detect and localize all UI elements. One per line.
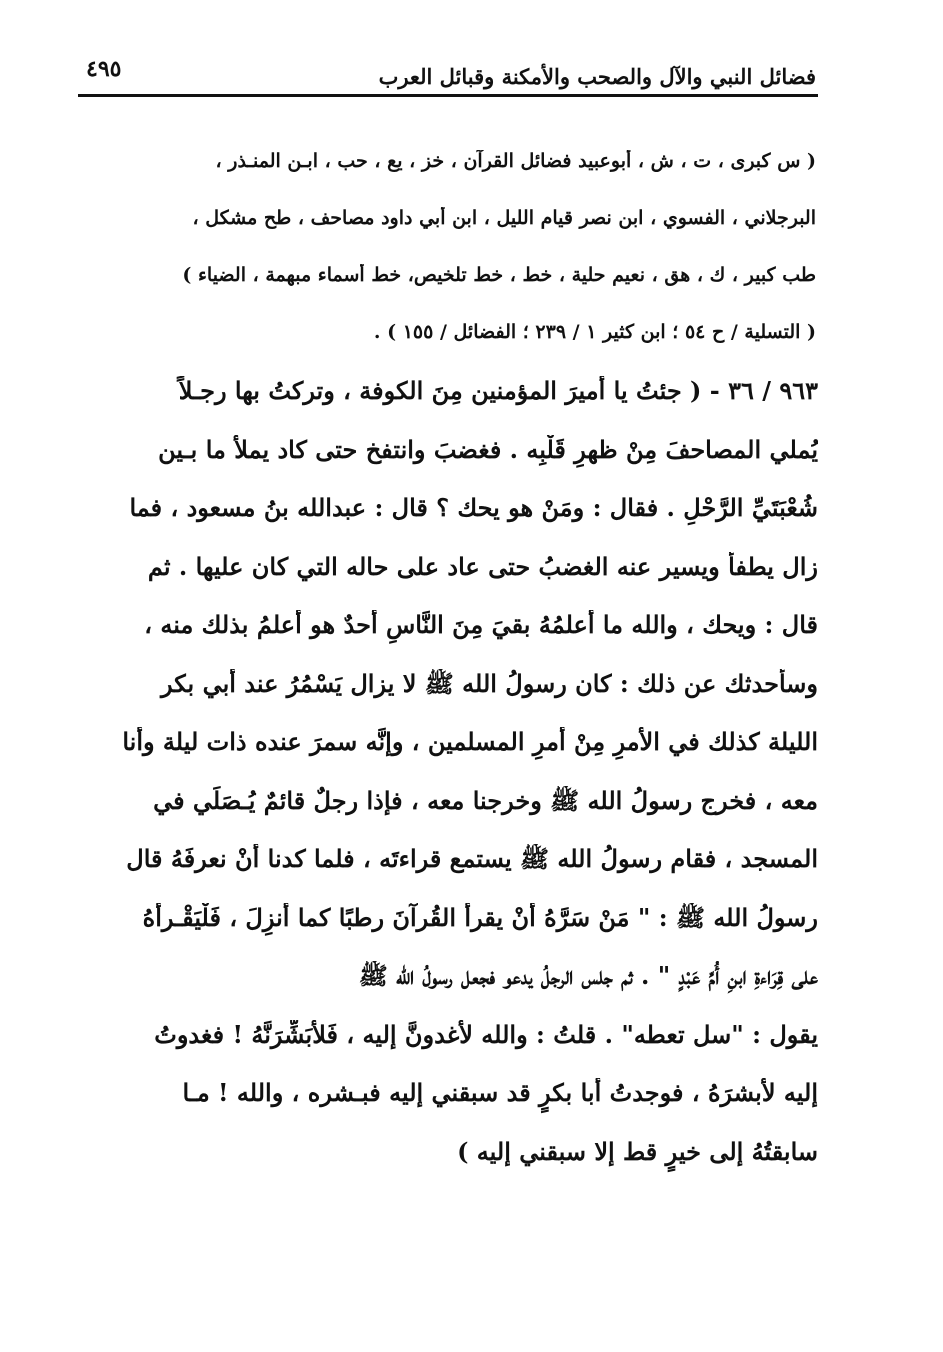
text-line: قال : ويحك ، والله ما أعلمُهُ بقيَ مِنَ النَّاسِ أحدٌ هو أعلمُ بذلك منه ، bbox=[144, 610, 818, 639]
text-line: زال يطفأ ويسير عنه الغضبُ حتى عاد على حاله التي كان عليها . ثم bbox=[147, 551, 818, 581]
text-line: المسجد ، فقام رسولُ الله ﷺ يستمع قراءتَه ، فلما كدنا أنْ نعرفَهُ قال bbox=[126, 844, 818, 873]
page-header bbox=[80, 52, 816, 96]
reference-line: ( التسلية / ح ٥٤ ؛ ابن كثير ١ / ٢٣٩ ؛ الفضائل / ١٥٥ ) . bbox=[373, 321, 816, 343]
running-title: فضائل النبي والآل والصحب والأمكنة وقبائل العرب bbox=[378, 64, 816, 89]
text-line: سابقتُهُ إلى خيرٍ قط إلا سبقني إليه ) bbox=[457, 1136, 818, 1166]
text-line: يقول : "سل تعطه" . قلتُ : والله لأغدونَّ إليه ، فَلأُبَشِّرَنَّهُ ! فغدوتُ bbox=[154, 1019, 818, 1049]
text-line: على قِرَاءةِ ابنِ أُمِّ عَبْدٍ " . ثم جلس الرجلُ يدعو فجعل رسولُ الله ﷺ bbox=[358, 961, 818, 990]
text-line: ٩٦٣ / ٣٦ - ( جئتُ يا أميرَ المؤمنين مِنَ الكوفة ، وتركتُ بها رجـلاً bbox=[178, 376, 818, 405]
references-block bbox=[80, 150, 816, 378]
text-line: الليلة كذلك في الأمرِ مِنْ أمرِ المسلمين ، وإنَّه سمرَ عنده ذات ليلة وأنا bbox=[122, 727, 818, 756]
page-number: ٤٩٥ bbox=[86, 56, 122, 82]
reference-line: البرجلاني ، الفسوي ، ابن نصر قيام الليل ، ابن أبي داود مصاحف ، طح مشكل ، bbox=[192, 207, 816, 229]
text-line: رسولُ الله ﷺ : " مَنْ سَرَّهُ أنْ يقرأَ القُرآنَ رطبًا كما أُنزِلَ ، فَلْيَقْـرأْهُ bbox=[142, 902, 818, 932]
text-line: وسأحدثك عن ذلك : كان رسولُ الله ﷺ لا يزال يَسْمُرُ عند أبي بكر bbox=[161, 668, 818, 698]
reference-line: طب كبير ، ك ، هق ، نعيم حلية ، خط ، خط تلخيص، خط أسماء مبهمة ، الضياء ) bbox=[182, 264, 816, 286]
header-rule bbox=[78, 94, 818, 97]
reference-line: ( س كبرى ، ت ، ش ، أبوعبيد فضائل القرآن ، خز ، يع ، حب ، ابـن المنـذر ، bbox=[215, 150, 816, 172]
text-line: إليه لأبشرَهُ ، فوجدتُ أبا بكرٍ قد سبقني إليه فبـشره ، والله ! مـا bbox=[182, 1078, 818, 1107]
text-line: معه ، فخرج رسولُ الله ﷺ وخرجنا معه ، فإذا رجلٌ قائمٌ يُـصَلِّي في bbox=[153, 785, 818, 815]
text-line: شُعْبَتَيِّ الرَّحْلِ . فقال : ومَنْ هو يحك ؟ قال : عبدالله بنُ مسعود ، فما bbox=[129, 493, 818, 522]
text-line: يُملي المصاحفَ مِنْ ظهرِ قَلْبِه . فغضبَ وانتفخ حتى كاد يملأ ما بـين bbox=[158, 434, 818, 464]
hadith-text-block bbox=[76, 376, 818, 1195]
